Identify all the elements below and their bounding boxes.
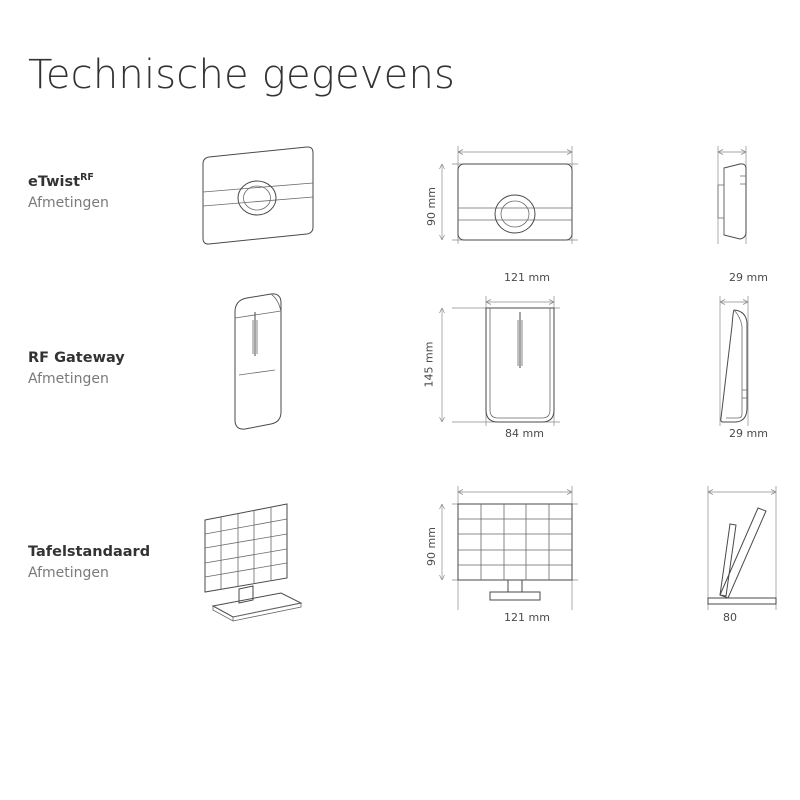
- gateway-side-depth-label: 29 mm: [729, 427, 768, 440]
- etwist-front-width-label: 121 mm: [504, 271, 550, 284]
- product-subtitle: Afmetingen: [28, 370, 109, 387]
- product-row-etwist-rf: [0, 140, 800, 284]
- row-label-rf-gateway: [28, 348, 208, 388]
- stand-side-view-illustration: [690, 480, 800, 630]
- product-name: eTwist$^{RF}$: [28, 172, 94, 190]
- stand-front-width-label: 121 mm: [504, 611, 550, 624]
- etwist-side-depth-label: 29 mm: [729, 271, 768, 284]
- etwist-front-height-label: 90 mm: [424, 187, 438, 226]
- etwist-front-view-illustration: [430, 140, 610, 260]
- stand-side-depth-label: 80: [723, 611, 737, 624]
- gateway-side-view-illustration: [700, 290, 790, 440]
- product-subtitle: Afmetingen: [28, 194, 109, 211]
- stand-front-height-label: 90 mm: [424, 527, 438, 566]
- gateway-perspective-illustration: [215, 290, 335, 440]
- product-name: Tafelstandaard: [28, 543, 151, 560]
- page-title: Technische gegevens: [28, 52, 456, 98]
- gateway-front-height-label: 145 mm: [422, 341, 436, 388]
- product-row-rf-gateway: [0, 290, 800, 440]
- row-label-tafelstandaard: [28, 542, 208, 582]
- gateway-front-width-label: 84 mm: [505, 427, 544, 440]
- etwist-perspective-illustration: [195, 140, 345, 260]
- stand-perspective-illustration: [185, 490, 345, 630]
- product-subtitle: Afmetingen: [28, 564, 109, 581]
- row-label-etwist-rf: [28, 172, 208, 212]
- product-name: RF Gateway: [28, 349, 125, 366]
- gateway-front-view-illustration: [430, 290, 610, 440]
- etwist-side-view-illustration: [700, 140, 790, 260]
- product-name-superscript: RF: [80, 172, 94, 183]
- stand-front-view-illustration: [430, 480, 610, 630]
- product-row-tafelstandaard: [0, 480, 800, 640]
